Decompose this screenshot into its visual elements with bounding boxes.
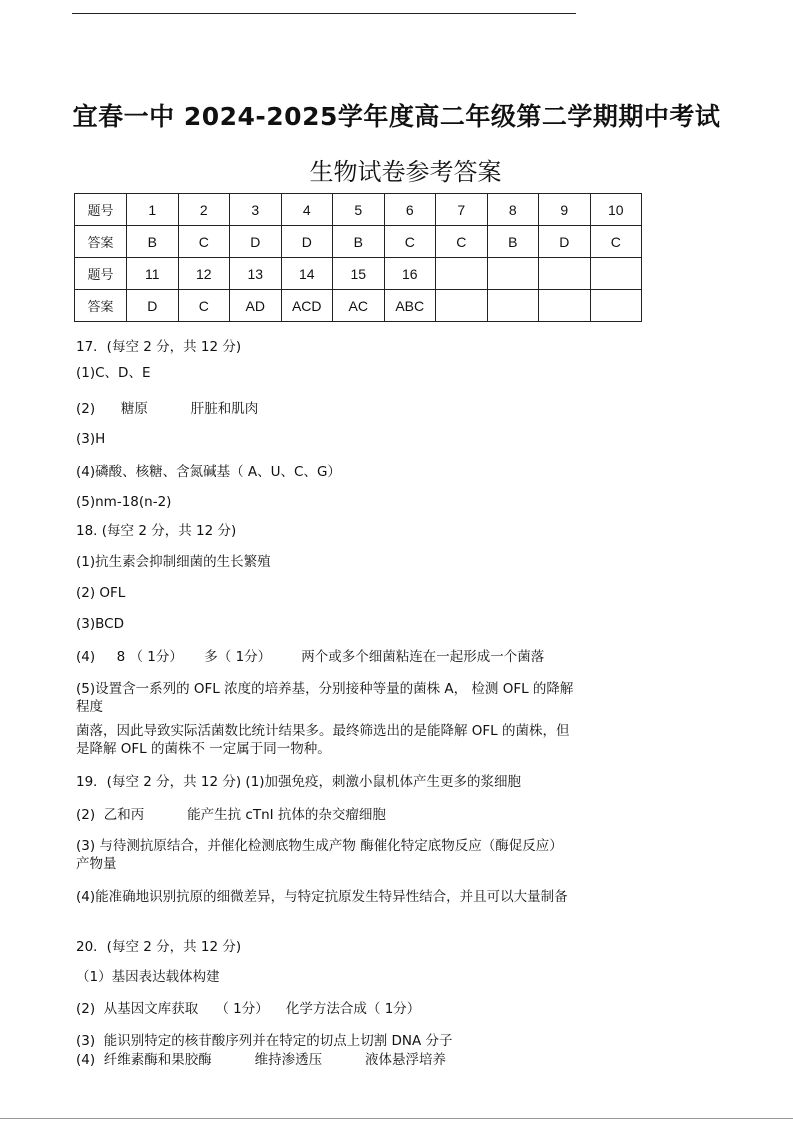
q18-answer-4: (4) 8 （ 1分） 多（ 1分） 两个或多个细菌粘连在一起形成一个菌落	[76, 649, 545, 665]
answer-table-cell	[436, 258, 488, 290]
answer-table-row	[75, 194, 642, 226]
answer-table-cell	[590, 290, 642, 322]
answer-table-cell: D	[281, 226, 333, 258]
q17-answer-2: (2) 糖原 肝脏和肌肉	[76, 401, 259, 417]
q19-answer-4: (4)能准确地识别抗原的细微差异，与特定抗原发生特异性结合，并且可以大量制备	[76, 889, 568, 905]
answer-table-cell: D	[127, 290, 179, 322]
answer-table-cell: D	[230, 226, 282, 258]
answer-table-cell: C	[178, 290, 230, 322]
answer-table-cell: 9	[539, 194, 591, 226]
q18-answer-5-cont: 菌落，因此导致实际活菌数比统计结果多。最终筛选出的是能降解 OFL 的菌株，但是降解 OFL 的菌株不 一定属于同一物种。	[76, 723, 570, 757]
answer-table-cell: 15	[333, 258, 385, 290]
header-rule	[72, 13, 576, 14]
answer-table-cell: C	[384, 226, 436, 258]
q17-answer-3: (3)H	[76, 431, 106, 447]
answer-table-cell: 12	[178, 258, 230, 290]
answer-table-cell: D	[539, 226, 591, 258]
answer-table-row	[75, 258, 642, 290]
q18-answer-3: (3)BCD	[76, 616, 124, 632]
answer-table-cell: 11	[127, 258, 179, 290]
answer-table-row-header: 题号	[75, 258, 127, 290]
q17-answer-1: (1)C、D、E	[76, 365, 151, 381]
answer-table-cell: 16	[384, 258, 436, 290]
answer-table-cell: B	[487, 226, 539, 258]
answer-table-cell: ACD	[281, 290, 333, 322]
q19-answer-2: (2) 乙和丙 能产生抗 cTnI 抗体的杂交瘤细胞	[76, 807, 386, 823]
answer-table-cell: 14	[281, 258, 333, 290]
answer-table-cell	[539, 290, 591, 322]
q20-answer-2: (2) 从基因文库获取 （ 1分） 化学方法合成（ 1分）	[76, 1001, 421, 1017]
answer-table-cell: B	[333, 226, 385, 258]
answer-table-cell	[487, 290, 539, 322]
answer-table-cell: AC	[333, 290, 385, 322]
answer-table-cell	[539, 258, 591, 290]
q18-answer-1: (1)抗生素会抑制细菌的生长繁殖	[76, 554, 271, 570]
q18-answer-5: (5)设置含一系列的 OFL 浓度的培养基，分别接种等量的菌株 A， 检测 OFL 的降解程度	[76, 681, 574, 715]
q17-header: 17．(每空 2 分，共 12 分)	[76, 339, 242, 355]
answer-table-cell: C	[590, 226, 642, 258]
q19-answer-3: (3) 与待测抗原结合，并催化检测底物生成产物 酶催化特定底物反应（酶促反应）产物量	[76, 838, 563, 872]
answer-table-cell: 1	[127, 194, 179, 226]
q18-header: 18. (每空 2 分，共 12 分)	[76, 523, 237, 539]
answer-table-row-header: 答案	[75, 226, 127, 258]
answer-table-cell: 7	[436, 194, 488, 226]
answer-table-cell: 3	[230, 194, 282, 226]
answer-table-cell: 2	[178, 194, 230, 226]
footer-rule	[0, 1118, 793, 1119]
q17-answer-5: (5)nm-18(n-2)	[76, 494, 172, 510]
answer-table-cell: 8	[487, 194, 539, 226]
answer-table-cell: 13	[230, 258, 282, 290]
q17-answer-4: (4)磷酸、核糖、含氮碱基（ A、U、C、G）	[76, 464, 341, 480]
answer-table-cell	[590, 258, 642, 290]
answer-table-cell: 6	[384, 194, 436, 226]
answer-table-cell: ABC	[384, 290, 436, 322]
answer-table-cell: 4	[281, 194, 333, 226]
answer-table-cell: 5	[333, 194, 385, 226]
answer-table-row-header: 题号	[75, 194, 127, 226]
q20-header: 20．(每空 2 分，共 12 分)	[76, 939, 242, 955]
answer-table-cell	[436, 290, 488, 322]
answer-table-row	[75, 226, 642, 258]
answer-table-cell: B	[127, 226, 179, 258]
q19-header: 19．(每空 2 分，共 12 分) (1)加强免疫，刺激小鼠机体产生更多的浆细胞	[76, 774, 522, 790]
answer-table-cell: C	[178, 226, 230, 258]
answer-table-cell: C	[436, 226, 488, 258]
q18-answer-2: (2) OFL	[76, 585, 126, 601]
answer-table-cell: 10	[590, 194, 642, 226]
q20-answer-3: (3) 能识别特定的核苷酸序列并在特定的切点上切割 DNA 分子	[76, 1033, 453, 1049]
answer-table-row-header: 答案	[75, 290, 127, 322]
answer-table-row	[75, 290, 642, 322]
exam-subtitle: 生物试卷参考答案	[309, 158, 502, 186]
q20-answer-1: （1）基因表达载体构建	[76, 969, 220, 985]
q20-answer-4: (4) 纤维素酶和果胶酶 维持渗透压 液体悬浮培养	[76, 1052, 447, 1068]
answer-table-cell	[487, 258, 539, 290]
answer-table-cell: AD	[230, 290, 282, 322]
answer-table	[74, 193, 642, 322]
exam-title: 宜春一中 2024-2025学年度高二年级第二学期期中考试	[72, 102, 721, 131]
